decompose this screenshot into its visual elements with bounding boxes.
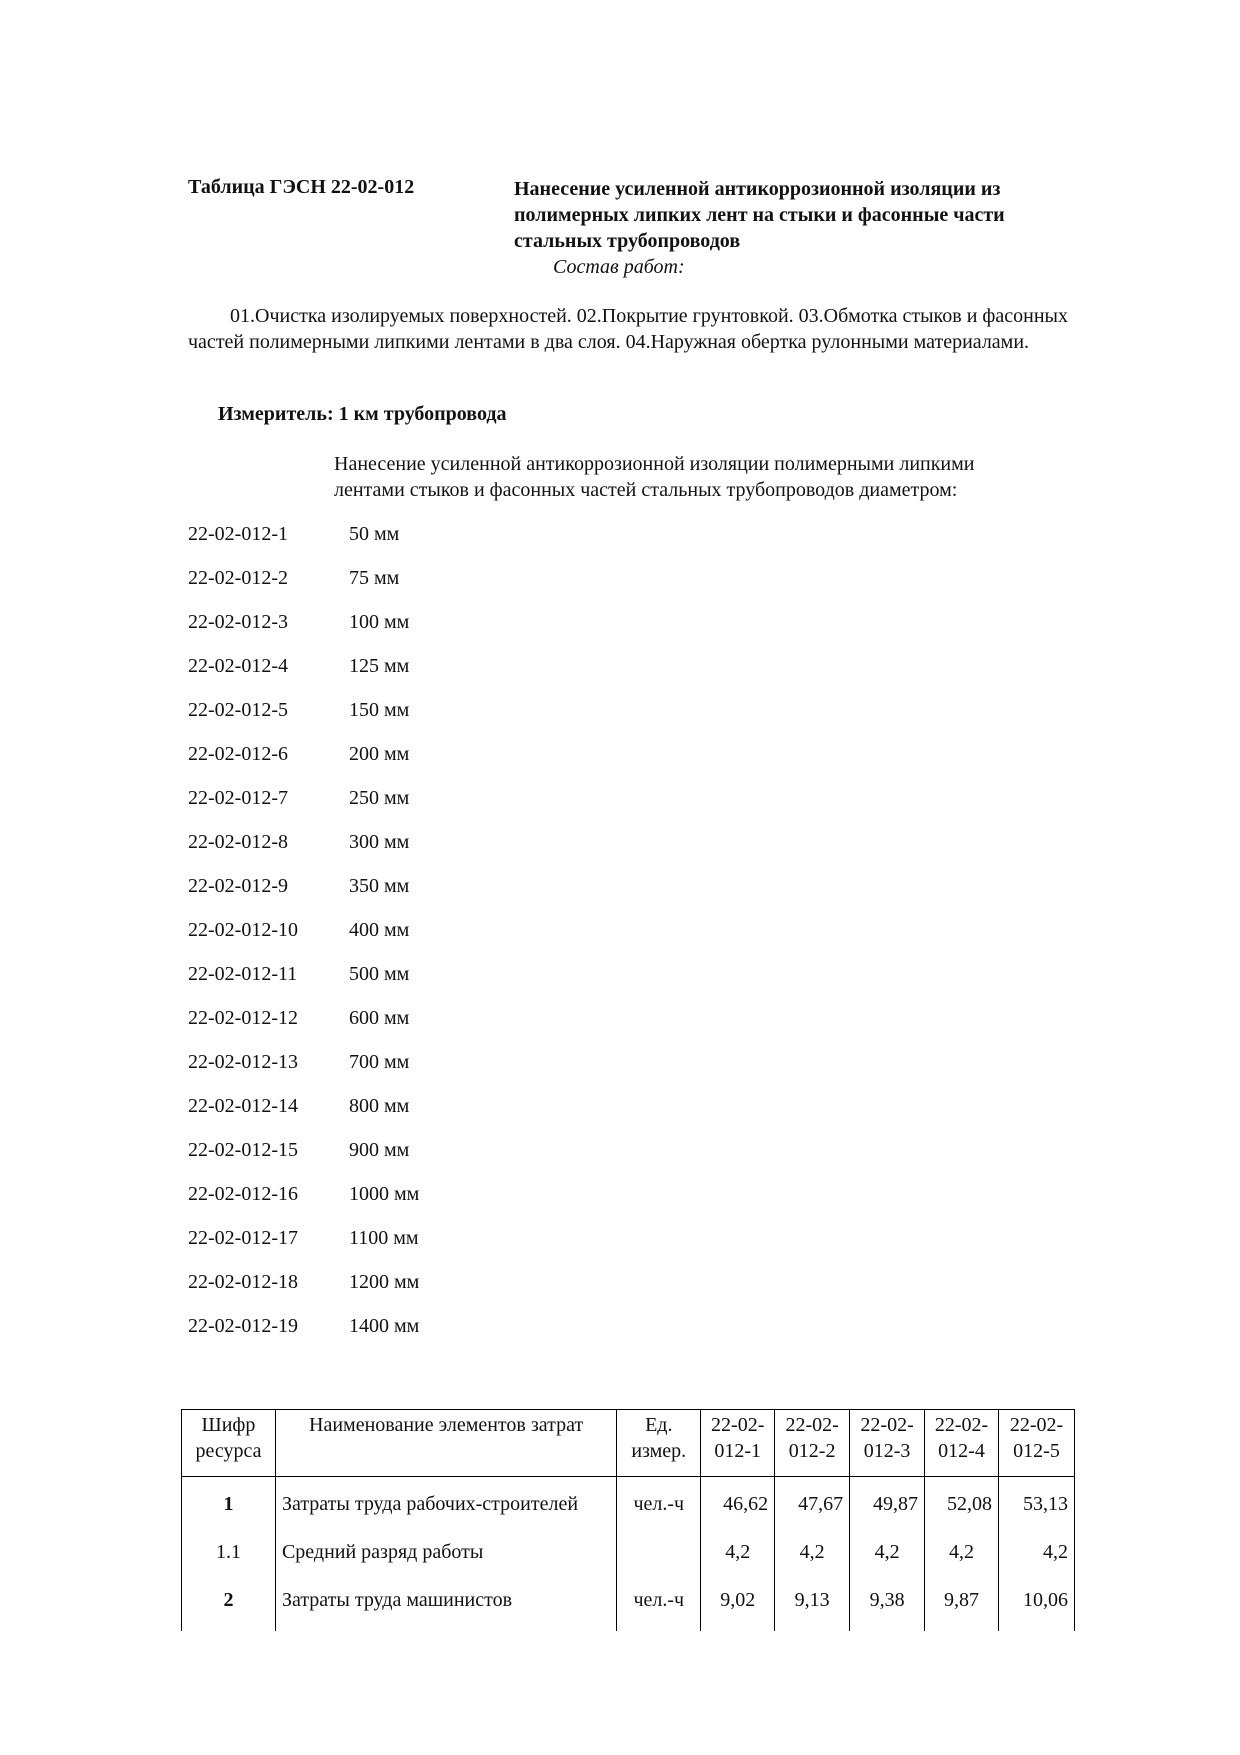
norm-code: 22-02-012-7 [188,787,288,809]
value-cell: 52,08 [925,1477,999,1536]
table-row [182,1583,1075,1631]
resource-code: 2 [182,1583,276,1631]
unit-cell [617,1535,701,1583]
norm-code: 22-02-012-13 [188,1051,298,1073]
norm-diameter: 150 мм [349,699,410,721]
table-row [182,1477,1075,1536]
norm-code: 22-02-012-16 [188,1183,298,1205]
value-cell: 47,67 [775,1477,850,1536]
norm-diameter: 400 мм [349,919,410,941]
work-composition-heading: Состав работ: [553,256,685,278]
header-cost-element-name: Наименование элементов затрат [275,1410,616,1477]
norm-intro-text: Нанесение усиленной антикоррозионной изоляции полимерными липкими лентами стыков и фасонных частей стальных трубопроводов диаметром: [334,453,975,501]
norm-diameter: 1000 мм [349,1183,420,1205]
value-cell: 9,87 [925,1583,999,1631]
table-row [182,1535,1075,1583]
norm-code: 22-02-012-8 [188,831,288,853]
resource-code: 1.1 [182,1535,276,1583]
norm-diameter: 125 мм [349,655,410,677]
value-cell: 4,2 [850,1535,925,1583]
header-norm-col: 22-02-012-4 [925,1410,999,1477]
norm-diameter: 300 мм [349,831,410,853]
cost-element-name: Средний разряд работы [275,1535,616,1583]
unit-cell: чел.-ч [617,1477,701,1536]
norm-code: 22-02-012-6 [188,743,288,765]
norm-diameter: 50 мм [349,523,400,545]
norm-diameter: 900 мм [349,1139,410,1161]
table-title: Нанесение усиленной антикоррозионной изоляции из полимерных липких лент на стыки и фасонные части стальных трубопроводов [514,178,1005,252]
value-cell: 53,13 [998,1477,1074,1536]
measurement-unit: Измеритель: 1 км трубопровода [218,403,507,425]
value-cell: 9,38 [850,1583,925,1631]
value-cell: 46,62 [701,1477,775,1536]
norm-code: 22-02-012-14 [188,1095,298,1117]
norm-diameter: 1100 мм [349,1227,419,1249]
norm-code: 22-02-012-9 [188,875,288,897]
cost-element-name: Затраты труда машинистов [275,1583,616,1631]
norm-diameter: 700 мм [349,1051,410,1073]
norm-code: 22-02-012-4 [188,655,288,677]
header-norm-col: 22-02-012-5 [998,1410,1074,1477]
header-resource-code: Шифр ресурса [182,1410,276,1477]
value-cell: 10,06 [998,1583,1074,1631]
norm-diameter: 1200 мм [349,1271,420,1293]
resource-code: 1 [182,1477,276,1536]
norm-diameter: 75 мм [349,567,400,589]
header-norm-col: 22-02-012-2 [775,1410,850,1477]
value-cell: 49,87 [850,1477,925,1536]
norm-diameter: 500 мм [349,963,410,985]
value-cell: 4,2 [998,1535,1074,1583]
norm-code: 22-02-012-1 [188,523,288,545]
norm-code: 22-02-012-18 [188,1271,298,1293]
unit-cell: чел.-ч [617,1583,701,1631]
header-norm-col: 22-02-012-1 [701,1410,775,1477]
norm-diameter: 100 мм [349,611,410,633]
norm-diameter: 1400 мм [349,1315,420,1337]
norm-code: 22-02-012-17 [188,1227,298,1249]
norm-code: 22-02-012-2 [188,567,288,589]
norm-diameter: 250 мм [349,787,410,809]
header-unit: Ед. измер. [617,1410,701,1477]
norm-diameter: 800 мм [349,1095,410,1117]
table-code: Таблица ГЭСН 22-02-012 [188,176,415,198]
cost-element-name: Затраты труда рабочих-строителей [275,1477,616,1536]
value-cell: 4,2 [701,1535,775,1583]
table-header-row [182,1410,1075,1477]
norm-code: 22-02-012-10 [188,919,298,941]
value-cell: 4,2 [925,1535,999,1583]
value-cell: 9,13 [775,1583,850,1631]
norm-code: 22-02-012-3 [188,611,288,633]
norm-code: 22-02-012-5 [188,699,288,721]
norm-code: 22-02-012-19 [188,1315,298,1337]
resource-table [181,1409,1075,1631]
work-composition-text: 01.Очистка изолируемых поверхностей. 02.Покрытие грунтовкой. 03.Обмотка стыков и фасонных частей полимерными липкими лентами в два слоя. 04.Наружная обертка рулонными материалами. [188,305,1068,353]
norm-code: 22-02-012-11 [188,963,298,985]
norm-diameter: 200 мм [349,743,410,765]
norm-code: 22-02-012-15 [188,1139,298,1161]
norm-diameter: 350 мм [349,875,410,897]
norm-diameter: 600 мм [349,1007,410,1029]
norm-code: 22-02-012-12 [188,1007,298,1029]
value-cell: 9,02 [701,1583,775,1631]
header-norm-col: 22-02-012-3 [850,1410,925,1477]
value-cell: 4,2 [775,1535,850,1583]
